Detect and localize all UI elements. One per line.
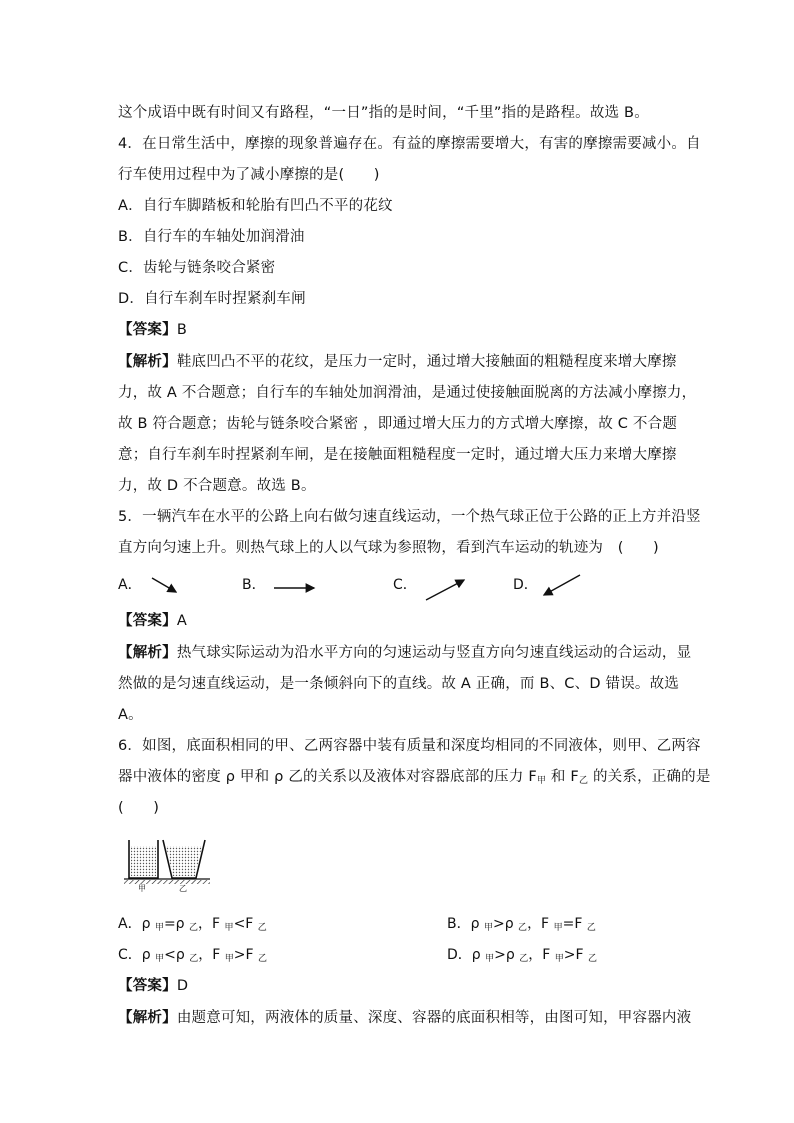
analysis-tag: 【解析】 xyxy=(118,1010,177,1026)
analysis-text: 由题意可知，两液体的质量、深度、容器的底面积相等，由图可知，甲容器内液 xyxy=(176,1010,692,1026)
q5-option-a-arrow-icon xyxy=(150,574,180,596)
opt-text: =F xyxy=(562,916,587,932)
q6-stem-line-1: 6．如图，底面积相同的甲、乙两容器中装有质量和深度均相同的不同液体，则甲、乙两容 xyxy=(118,738,701,754)
opt-text: <ρ xyxy=(164,947,190,963)
q5-analysis-line-2: 然做的是匀速直线运动，是一条倾斜向下的直线。故 A 正确，而 B、C、D 错误。故选 xyxy=(118,676,679,692)
q6-option-d xyxy=(447,945,597,969)
opt-sub: 乙 xyxy=(586,923,596,933)
q6-stem-text: 器中液体的密度 ρ 甲和 ρ 乙的关系以及液体对容器底部的压力 F xyxy=(118,769,537,785)
q4-stem-line-1: 4．在日常生活中，摩擦的现象普遍存在。有益的摩擦需要增大，有害的摩擦需要减小。自 xyxy=(118,136,701,152)
opt-sub: 乙 xyxy=(189,954,199,964)
figure-label-jia: 甲 xyxy=(138,884,146,893)
opt-sub: 甲 xyxy=(553,923,563,933)
q4-answer xyxy=(118,320,187,340)
answer-value: B xyxy=(176,322,187,338)
opt-text: =ρ xyxy=(163,916,190,932)
q6-answer xyxy=(118,976,188,996)
q5-option-a-label: A． xyxy=(118,577,142,593)
q4-analysis-line-3: 故 B 符合题意；齿轮与链条咬合紧密 ，即通过增大压力的方式增大摩擦，故 C 不合题 xyxy=(118,416,678,432)
opt-text: C．ρ xyxy=(118,947,156,963)
q5-analysis-line-3: A。 xyxy=(118,707,143,723)
q5-stem-line-2: 直方向匀速上升。则热气球上的人以气球为参照物，看到汽车运动的轨迹为 ( ) xyxy=(118,540,659,556)
opt-sub: 甲 xyxy=(224,954,234,964)
q4-analysis-line-4: 意；自行车刹车时捏紧刹车闸，是在接触面粗糙程度一定时，通过增大压力来增大摩擦 xyxy=(118,447,677,463)
opt-text: ，F xyxy=(198,947,225,963)
q4-option-d: D．自行车刹车时捏紧刹车闸 xyxy=(118,291,306,307)
q4-option-a: A．自行车脚踏板和轮胎有凹凸不平的花纹 xyxy=(118,198,393,214)
opt-text: <F xyxy=(233,916,258,932)
analysis-text: 热气球实际运动为沿水平方向的匀速运动与竖直方向匀速直线运动的合运动，显 xyxy=(176,645,692,661)
opt-sub: 甲 xyxy=(154,923,164,933)
intro-line: 这个成语中既有时间又有路程，“一日”指的是时间，“千里”指的是路程。故选 B。 xyxy=(118,105,649,121)
q6-stem-text: 和 F xyxy=(546,769,579,785)
answer-tag: 【答案】 xyxy=(118,322,177,338)
q4-option-b: B．自行车的车轴处加润滑油 xyxy=(118,229,305,245)
q6-stem-text: 的关系，正确的是 xyxy=(588,769,711,785)
opt-sub: 甲 xyxy=(485,954,495,964)
q5-option-d-label: D． xyxy=(513,577,538,593)
q5-option-c-label: C． xyxy=(393,577,417,593)
q6-option-a xyxy=(118,914,267,938)
q6-stem-sub: 甲 xyxy=(536,776,547,786)
opt-text: >F xyxy=(563,947,588,963)
q5-option-b-arrow-icon xyxy=(272,580,320,594)
q6-containers-figure xyxy=(124,838,210,894)
opt-text: >ρ xyxy=(494,947,520,963)
q6-option-b xyxy=(447,914,596,938)
opt-sub: 甲 xyxy=(483,923,493,933)
q5-analysis-line-1 xyxy=(118,643,691,663)
opt-sub: 乙 xyxy=(257,923,267,933)
q4-analysis-line-5: 力，故 D 不合题意。故选 B。 xyxy=(118,478,316,494)
opt-sub: 乙 xyxy=(588,954,598,964)
opt-text: ，F xyxy=(528,947,555,963)
opt-sub: 甲 xyxy=(224,923,234,933)
opt-text: ，F xyxy=(198,916,225,932)
opt-text: A．ρ xyxy=(118,916,155,932)
q6-stem-line-2 xyxy=(118,767,711,791)
q4-option-c: C．齿轮与链条咬合紧密 xyxy=(118,260,276,276)
figure-label-yi: 乙 xyxy=(179,884,187,893)
opt-text: >F xyxy=(233,947,258,963)
answer-value: A xyxy=(176,613,187,629)
q4-stem-line-2: 行车使用过程中为了减小摩擦的是( ) xyxy=(118,167,380,183)
opt-sub: 乙 xyxy=(258,954,268,964)
q6-stem-sub: 乙 xyxy=(578,776,589,786)
q4-analysis-line-1 xyxy=(118,352,677,372)
opt-sub: 甲 xyxy=(554,954,564,964)
analysis-tag: 【解析】 xyxy=(118,354,177,370)
q6-option-c xyxy=(118,945,267,969)
q5-option-b-label: B． xyxy=(242,577,266,593)
q5-stem-line-1: 5．一辆汽车在水平的公路上向右做匀速直线运动，一个热气球正位于公路的正上方并沿竖 xyxy=(118,509,701,525)
opt-sub: 乙 xyxy=(189,923,199,933)
q5-option-c-arrow-icon xyxy=(424,576,470,602)
q4-analysis-line-2: 力，故 A 不合题意；自行车的车轴处加润滑油，是通过使接触面脱离的方法减小摩擦力， xyxy=(118,385,697,401)
analysis-text: 鞋底凹凸不平的花纹，是压力一定时，通过增大接触面的粗糙程度来增大摩擦 xyxy=(176,354,677,370)
q6-analysis-line-1 xyxy=(118,1008,691,1028)
opt-text: ，F xyxy=(527,916,554,932)
opt-text: D．ρ xyxy=(447,947,486,963)
q5-option-d-arrow-icon xyxy=(538,573,584,599)
opt-sub: 乙 xyxy=(518,923,528,933)
answer-tag: 【答案】 xyxy=(118,613,177,629)
answer-value: D xyxy=(176,978,189,994)
q5-answer xyxy=(118,611,187,631)
opt-sub: 乙 xyxy=(519,954,529,964)
answer-tag: 【答案】 xyxy=(118,978,177,994)
opt-text: B．ρ xyxy=(447,916,484,932)
q6-stem-line-3: ( ) xyxy=(118,800,160,816)
opt-sub: 甲 xyxy=(155,954,165,964)
analysis-tag: 【解析】 xyxy=(118,645,177,661)
opt-text: >ρ xyxy=(492,916,519,932)
